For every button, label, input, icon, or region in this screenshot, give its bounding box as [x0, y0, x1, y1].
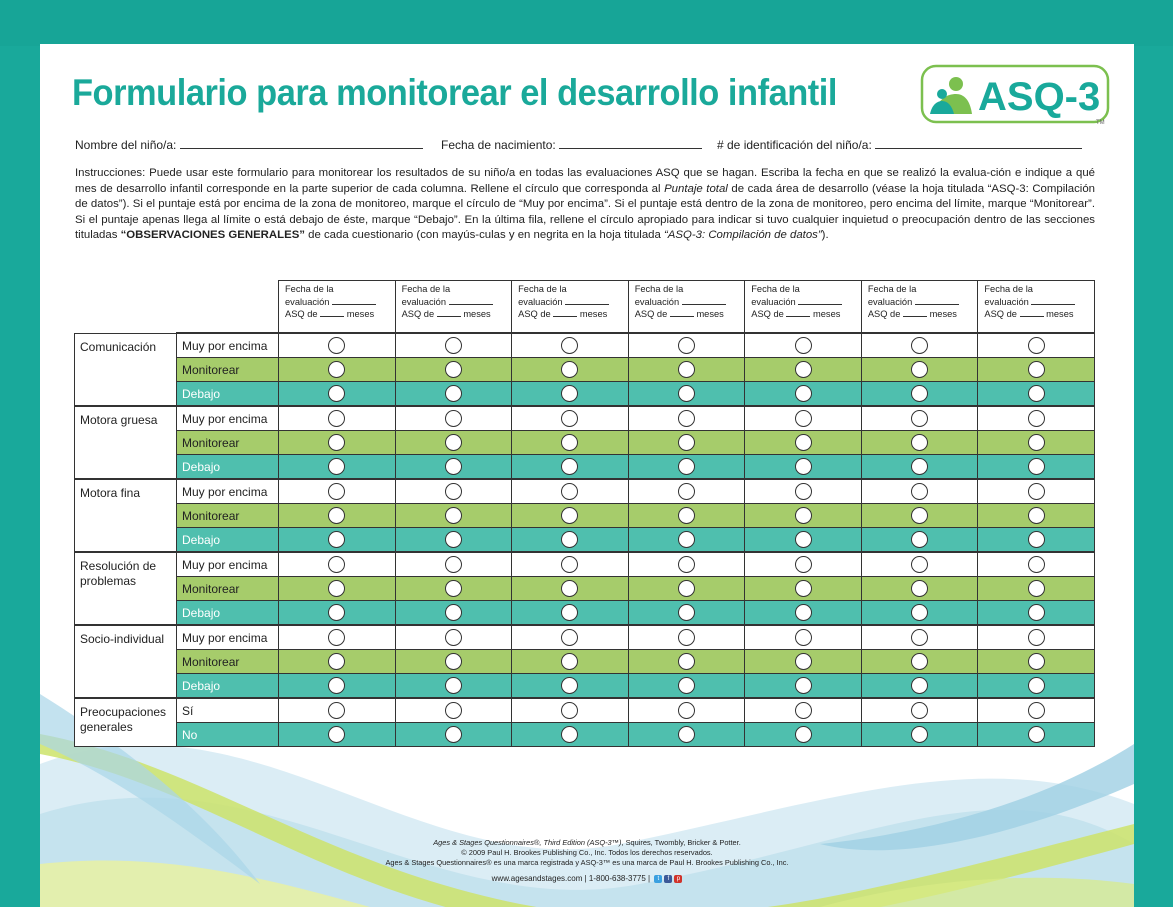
- score-radio-circle[interactable]: [561, 702, 578, 719]
- score-radio-circle[interactable]: [328, 653, 345, 670]
- level-label: Sí: [177, 698, 279, 723]
- score-radio-circle[interactable]: [328, 337, 345, 354]
- score-radio-circle[interactable]: [678, 337, 695, 354]
- asq-months-line[interactable]: [437, 316, 461, 317]
- score-radio-circle[interactable]: [678, 531, 695, 548]
- score-radio-circle[interactable]: [561, 629, 578, 646]
- footer-citation: Ages & Stages Questionnaires®, Third Edition (ASQ-3™), Squires, Twombly, Bricker & Potter.: [433, 838, 741, 847]
- score-radio-circle[interactable]: [1028, 410, 1045, 427]
- score-radio-circle[interactable]: [561, 385, 578, 402]
- evaluation-column-header[interactable]: Fecha de la evaluación ASQ de meses: [395, 281, 512, 334]
- score-radio-circle[interactable]: [445, 580, 462, 597]
- score-radio-circle[interactable]: [911, 726, 928, 743]
- score-radio-circle[interactable]: [911, 580, 928, 597]
- score-radio-circle[interactable]: [445, 677, 462, 694]
- child-info-fields: [75, 136, 1097, 154]
- svg-text:ASQ-3: ASQ-3: [978, 75, 1101, 119]
- score-radio-circle[interactable]: [328, 410, 345, 427]
- score-radio-circle[interactable]: [561, 580, 578, 597]
- page-title: Formulario para monitorear el desarrollo infantil: [72, 72, 837, 113]
- score-radio-circle[interactable]: [911, 702, 928, 719]
- score-radio-circle[interactable]: [911, 434, 928, 451]
- score-radio-circle[interactable]: [1028, 361, 1045, 378]
- score-radio-circle[interactable]: [561, 337, 578, 354]
- score-radio-circle[interactable]: [678, 677, 695, 694]
- level-label: Muy por encima: [177, 333, 279, 358]
- score-radio-circle[interactable]: [445, 410, 462, 427]
- score-radio-circle[interactable]: [561, 458, 578, 475]
- score-radio-circle[interactable]: [561, 653, 578, 670]
- score-radio-circle[interactable]: [911, 507, 928, 524]
- score-radio-circle[interactable]: [795, 507, 812, 524]
- score-radio-circle[interactable]: [911, 458, 928, 475]
- area-level-row: [75, 552, 1095, 577]
- score-radio-circle[interactable]: [561, 361, 578, 378]
- evaluation-date-line[interactable]: [798, 304, 842, 305]
- area-label: Resolución de problemas: [75, 552, 177, 625]
- area-level-row: [75, 723, 1095, 747]
- evaluation-date-line[interactable]: [449, 304, 493, 305]
- area-label: Motora gruesa: [75, 406, 177, 479]
- area-level-row: [75, 382, 1095, 407]
- top-band: [0, 0, 1173, 46]
- evaluation-date-line[interactable]: [332, 304, 376, 305]
- level-label: Muy por encima: [177, 552, 279, 577]
- score-radio-circle[interactable]: [678, 385, 695, 402]
- score-radio-circle[interactable]: [1028, 580, 1045, 597]
- score-radio-circle[interactable]: [445, 337, 462, 354]
- score-radio-circle[interactable]: [678, 702, 695, 719]
- level-label: Debajo: [177, 528, 279, 553]
- score-radio-circle[interactable]: [911, 604, 928, 621]
- level-label: Monitorear: [177, 431, 279, 455]
- score-radio-circle[interactable]: [911, 361, 928, 378]
- score-radio-circle[interactable]: [1028, 531, 1045, 548]
- score-radio-circle[interactable]: [911, 483, 928, 500]
- score-radio-circle[interactable]: [328, 556, 345, 573]
- child-id-field[interactable]: # de identificación del niño/a:: [717, 136, 1082, 152]
- svg-text:TM: TM: [1096, 120, 1105, 126]
- score-radio-circle[interactable]: [445, 361, 462, 378]
- score-radio-circle[interactable]: [1028, 726, 1045, 743]
- asq-months-line[interactable]: [903, 316, 927, 317]
- area-label: Motora fina: [75, 479, 177, 552]
- monitoring-table: [74, 280, 1095, 747]
- score-radio-circle[interactable]: [328, 726, 345, 743]
- form-page: [40, 44, 1134, 907]
- score-radio-circle[interactable]: [795, 483, 812, 500]
- score-radio-circle[interactable]: [1028, 385, 1045, 402]
- score-radio-circle[interactable]: [328, 385, 345, 402]
- score-radio-circle[interactable]: [1028, 337, 1045, 354]
- score-radio-circle[interactable]: [795, 434, 812, 451]
- asq-months-line[interactable]: [670, 316, 694, 317]
- score-radio-circle[interactable]: [445, 434, 462, 451]
- score-radio-circle[interactable]: [678, 458, 695, 475]
- score-radio-circle[interactable]: [795, 726, 812, 743]
- footer-contact: [40, 874, 1134, 884]
- score-radio-circle[interactable]: [328, 629, 345, 646]
- score-radio-circle[interactable]: [911, 653, 928, 670]
- score-radio-circle[interactable]: [328, 604, 345, 621]
- birth-date-field[interactable]: Fecha de nacimiento:: [441, 136, 702, 152]
- score-radio-circle[interactable]: [678, 507, 695, 524]
- score-radio-circle[interactable]: [445, 556, 462, 573]
- area-level-row: [75, 479, 1095, 504]
- score-radio-circle[interactable]: [911, 629, 928, 646]
- website-link[interactable]: www.agesandstages.com | 1-800-638-3775 |: [491, 874, 651, 883]
- score-radio-circle[interactable]: [795, 677, 812, 694]
- score-radio-circle[interactable]: [445, 507, 462, 524]
- score-radio-circle[interactable]: [678, 410, 695, 427]
- score-radio-circle[interactable]: [445, 458, 462, 475]
- level-label: Debajo: [177, 674, 279, 699]
- score-radio-circle[interactable]: [561, 434, 578, 451]
- score-radio-circle[interactable]: [1028, 556, 1045, 573]
- footer-trademark: Ages & Stages Questionnaires® es una marca registrada y ASQ-3™ es una marca de Paul H. Brookes Publishing Co., Inc.: [385, 858, 789, 867]
- asq-months-line[interactable]: [320, 316, 344, 317]
- evaluation-date-line[interactable]: [682, 304, 726, 305]
- score-radio-circle[interactable]: [328, 361, 345, 378]
- level-label: No: [177, 723, 279, 747]
- score-radio-circle[interactable]: [445, 483, 462, 500]
- score-radio-circle[interactable]: [561, 726, 578, 743]
- score-radio-circle[interactable]: [561, 410, 578, 427]
- score-radio-circle[interactable]: [445, 385, 462, 402]
- score-radio-circle[interactable]: [795, 556, 812, 573]
- area-level-row: [75, 431, 1095, 455]
- score-radio-circle[interactable]: [1028, 604, 1045, 621]
- level-label: Monitorear: [177, 650, 279, 674]
- area-level-row: [75, 333, 1095, 358]
- evaluation-date-line[interactable]: [565, 304, 609, 305]
- score-radio-circle[interactable]: [678, 653, 695, 670]
- score-radio-circle[interactable]: [561, 507, 578, 524]
- pinterest-icon[interactable]: p: [674, 875, 682, 883]
- score-radio-circle[interactable]: [561, 604, 578, 621]
- evaluation-column-header[interactable]: Fecha de la evaluación ASQ de meses: [279, 281, 396, 334]
- score-radio-circle[interactable]: [911, 385, 928, 402]
- score-radio-circle[interactable]: [328, 458, 345, 475]
- score-radio-circle[interactable]: [328, 483, 345, 500]
- score-radio-circle[interactable]: [795, 385, 812, 402]
- score-radio-circle[interactable]: [678, 361, 695, 378]
- level-label: Monitorear: [177, 358, 279, 382]
- score-radio-circle[interactable]: [911, 410, 928, 427]
- score-radio-circle[interactable]: [678, 483, 695, 500]
- score-radio-circle[interactable]: [1028, 702, 1045, 719]
- score-radio-circle[interactable]: [678, 604, 695, 621]
- area-level-row: [75, 406, 1095, 431]
- score-radio-circle[interactable]: [561, 677, 578, 694]
- evaluation-date-line[interactable]: [915, 304, 959, 305]
- area-level-row: [75, 601, 1095, 626]
- level-label: Monitorear: [177, 577, 279, 601]
- area-level-row: [75, 698, 1095, 723]
- score-radio-circle[interactable]: [911, 677, 928, 694]
- child-name-line[interactable]: [180, 136, 423, 149]
- twitter-icon[interactable]: t: [654, 875, 662, 883]
- score-radio-circle[interactable]: [561, 531, 578, 548]
- score-radio-circle[interactable]: [445, 726, 462, 743]
- area-level-row: [75, 577, 1095, 601]
- score-radio-circle[interactable]: [445, 629, 462, 646]
- score-radio-circle[interactable]: [328, 677, 345, 694]
- score-radio-circle[interactable]: [678, 434, 695, 451]
- area-level-row: [75, 625, 1095, 650]
- child-name-field[interactable]: Nombre del niño/a:: [75, 136, 423, 152]
- score-radio-circle[interactable]: [561, 483, 578, 500]
- score-radio-circle[interactable]: [328, 507, 345, 524]
- score-radio-circle[interactable]: [328, 531, 345, 548]
- level-label: Debajo: [177, 382, 279, 407]
- score-radio-circle[interactable]: [795, 580, 812, 597]
- score-radio-circle[interactable]: [1028, 507, 1045, 524]
- score-radio-circle[interactable]: [445, 531, 462, 548]
- evaluation-column-header[interactable]: Fecha de la evaluación ASQ de meses: [861, 281, 978, 334]
- instructions: Instrucciones: Puede usar este formulario para monitorear los resultados de su niño/a en todas las evaluaciones ASQ que se hagan. Escriba la fecha en que se realizó la evalua-ción e indique a qué mes de desarrollo infantil corresponde en la parte superior de cada columna. Rellene el círculo que corresponda al Puntaje total de cada área de desarrollo (véase la hoja titulada “ASQ-3: Compilación de datos”). Si el puntaje está por encima de la zona de monitoreo, marque el círculo de “Muy por encima”. Si el puntaje está dentro de la zona de monitoreo, pero encima del límite, marque “Monitorear”. Si el puntaje apenas llega al límite o está debajo de éste, marque “Debajo”. En la última fila, rellene el círculo apropiado para indicar si tuvo cualquier inquietud o preocupación dentro de las secciones tituladas “OBSERVACIONES GENERALES” de cada cuestionario (con mayús-culas y en negrita en la hoja titulada “ASQ-3: Compilación de datos”).: [75, 167, 1096, 242]
- score-radio-circle[interactable]: [678, 726, 695, 743]
- score-radio-circle[interactable]: [911, 531, 928, 548]
- area-label: Comunicación: [75, 333, 177, 406]
- score-radio-circle[interactable]: [795, 458, 812, 475]
- area-level-row: [75, 504, 1095, 528]
- score-radio-circle[interactable]: [1028, 458, 1045, 475]
- score-radio-circle[interactable]: [561, 556, 578, 573]
- score-radio-circle[interactable]: [911, 337, 928, 354]
- score-radio-circle[interactable]: [795, 702, 812, 719]
- asq-months-line[interactable]: [1020, 316, 1044, 317]
- score-radio-circle[interactable]: [445, 653, 462, 670]
- score-radio-circle[interactable]: [678, 556, 695, 573]
- area-label: Socio-individual: [75, 625, 177, 698]
- area-level-row: [75, 358, 1095, 382]
- level-label: Muy por encima: [177, 479, 279, 504]
- score-radio-circle[interactable]: [678, 629, 695, 646]
- level-label: Debajo: [177, 601, 279, 626]
- level-label: Monitorear: [177, 504, 279, 528]
- evaluation-date-line[interactable]: [1031, 304, 1075, 305]
- score-radio-circle[interactable]: [328, 702, 345, 719]
- level-label: Debajo: [177, 455, 279, 480]
- score-radio-circle[interactable]: [445, 702, 462, 719]
- score-radio-circle[interactable]: [795, 337, 812, 354]
- score-radio-circle[interactable]: [445, 604, 462, 621]
- asq-months-line[interactable]: [786, 316, 810, 317]
- score-radio-circle[interactable]: [328, 434, 345, 451]
- evaluation-column-header[interactable]: Fecha de la evaluación ASQ de meses: [628, 281, 745, 334]
- score-radio-circle[interactable]: [1028, 483, 1045, 500]
- area-level-row: [75, 674, 1095, 699]
- area-level-row: [75, 528, 1095, 553]
- asq3-logo: [920, 64, 1110, 126]
- score-radio-circle[interactable]: [1028, 629, 1045, 646]
- score-radio-circle[interactable]: [1028, 677, 1045, 694]
- score-radio-circle[interactable]: [328, 580, 345, 597]
- score-radio-circle[interactable]: [795, 410, 812, 427]
- child-id-line[interactable]: [875, 136, 1082, 149]
- level-label: Muy por encima: [177, 406, 279, 431]
- score-radio-circle[interactable]: [911, 556, 928, 573]
- score-radio-circle[interactable]: [1028, 434, 1045, 451]
- score-radio-circle[interactable]: [1028, 653, 1045, 670]
- area-level-row: [75, 650, 1095, 674]
- column-header-row: [75, 281, 1095, 334]
- evaluation-column-header[interactable]: Fecha de la evaluación ASQ de meses: [745, 281, 862, 334]
- score-radio-circle[interactable]: [795, 653, 812, 670]
- score-radio-circle[interactable]: [795, 604, 812, 621]
- score-radio-circle[interactable]: [795, 629, 812, 646]
- score-radio-circle[interactable]: [795, 531, 812, 548]
- level-label: Muy por encima: [177, 625, 279, 650]
- area-level-row: [75, 455, 1095, 480]
- facebook-icon[interactable]: f: [664, 875, 672, 883]
- asq-months-line[interactable]: [553, 316, 577, 317]
- footer-copyright: © 2009 Paul H. Brookes Publishing Co., Inc. Todos los derechos reservados.: [461, 848, 713, 857]
- score-radio-circle[interactable]: [678, 580, 695, 597]
- area-label: Preocupaciones generales: [75, 698, 177, 747]
- footer: [40, 838, 1134, 884]
- evaluation-column-header[interactable]: Fecha de la evaluación ASQ de meses: [512, 281, 629, 334]
- score-radio-circle[interactable]: [795, 361, 812, 378]
- evaluation-column-header[interactable]: Fecha de la evaluación ASQ de meses: [978, 281, 1095, 334]
- birth-date-line[interactable]: [559, 136, 702, 149]
